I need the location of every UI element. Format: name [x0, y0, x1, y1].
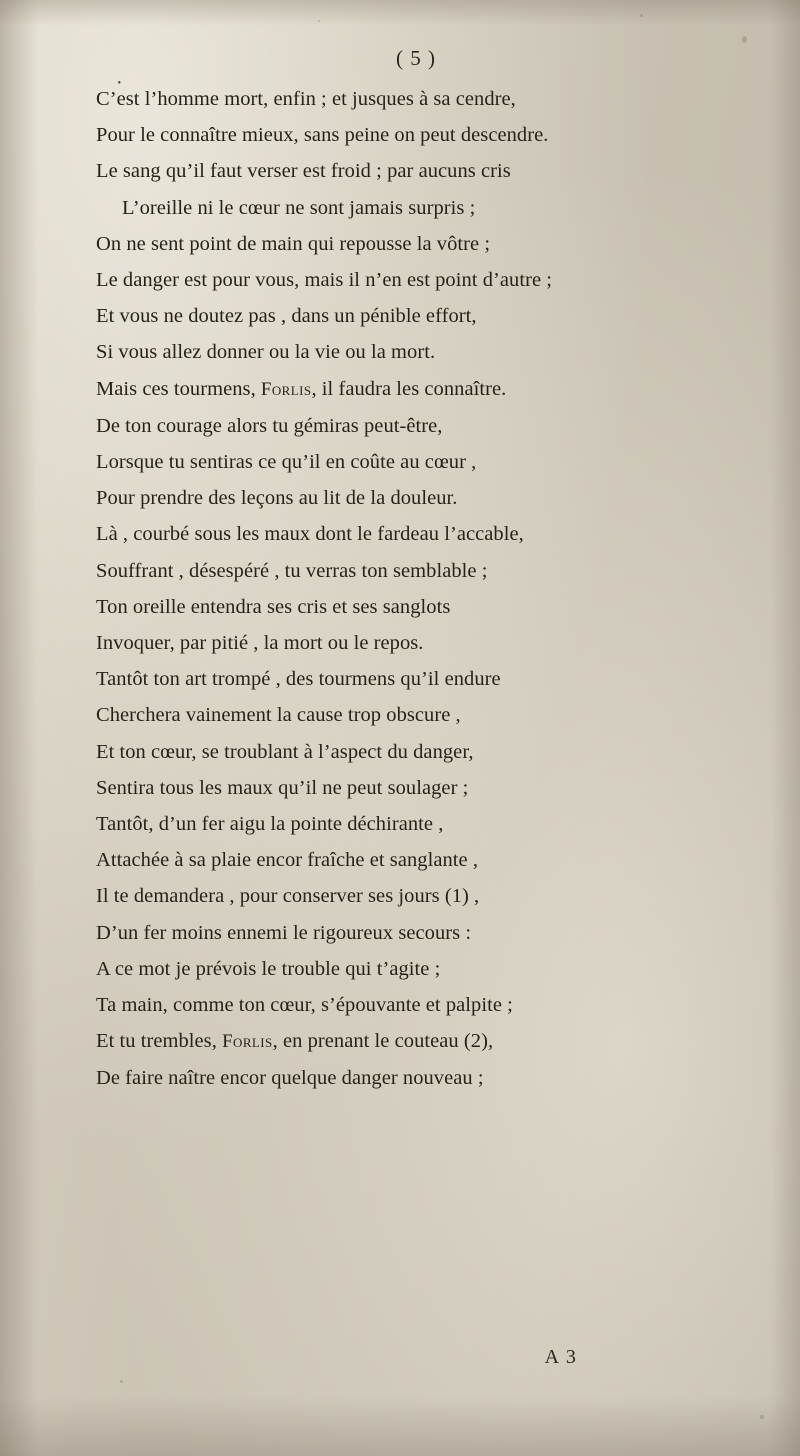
page-edge-shadow-right	[770, 0, 800, 1456]
margin-mark: ·	[116, 72, 123, 94]
verse-line: Si vous allez donner ou la vie ou la mort.	[96, 341, 436, 364]
verse-line: A ce mot je prévois le trouble qui t’agite ;	[96, 957, 441, 980]
verse-line: Cherchera vainement la cause trop obscure ,	[96, 704, 461, 727]
verse-line: Là , courbé sous les maux dont le fardeau l’accable,	[96, 523, 524, 546]
verse-line: Tantôt ton art trompé , des tourmens qu’il endure	[96, 668, 501, 691]
verse-line: Il te demandera , pour conserver ses jours (1) ,	[96, 885, 480, 908]
verse-line: Pour le connaître mieux, sans peine on peut descendre.	[96, 124, 549, 147]
page-number: ( 5 )	[396, 46, 436, 70]
verse-line: Ton oreille entendra ses cris et ses sanglots	[96, 595, 451, 618]
verse-line: Et vous ne doutez pas , dans un pénible effort,	[96, 305, 477, 328]
verse-line: Invoquer, par pitié , la mort ou le repos.	[96, 632, 424, 655]
verse-line: Le sang qu’il faut verser est froid ; par aucuns cris	[96, 160, 511, 183]
verse-line: Et ton cœur, se troublant à l’aspect du danger,	[96, 740, 474, 763]
verse-line: On ne sent point de main qui repousse la vôtre ;	[96, 232, 491, 255]
paper-speck	[742, 36, 747, 43]
page-edge-shadow-bottom	[0, 1396, 800, 1456]
verse-line: Souffrant , désespéré , tu verras ton semblable ;	[96, 559, 488, 582]
verse-line: Le danger est pour vous, mais il n’en est point d’autre ;	[96, 269, 553, 292]
page-edge-shadow-left	[0, 0, 38, 1456]
verse-line: Sentira tous les maux qu’il ne peut soulager ;	[96, 776, 469, 799]
verse-line: De ton courage alors tu gémiras peut-être,	[96, 414, 443, 437]
verse-line: D’un fer moins ennemi le rigoureux secours :	[96, 921, 472, 944]
paper-speck	[760, 1415, 764, 1419]
paper-speck	[640, 14, 643, 17]
verse-line: L’oreille ni le cœur ne sont jamais surpris ;	[122, 196, 476, 219]
verse-line: Pour prendre des leçons au lit de la douleur.	[96, 487, 458, 510]
verse-line: Mais ces tourmens, Forlis, il faudra les connaître.	[96, 377, 507, 400]
verse-line: C’est l’homme mort, enfin ; et jusques à sa cendre,	[96, 88, 516, 110]
verse-line: De faire naître encor quelque danger nouveau ;	[96, 1067, 484, 1090]
paper-speck	[120, 1380, 123, 1383]
page-edge-shadow-top	[0, 0, 800, 26]
verse-line: Attachée à sa plaie encor fraîche et sanglante ,	[96, 849, 479, 872]
verse-line: Et tu trembles, Forlis, en prenant le couteau (2),	[96, 1030, 494, 1053]
verse-line: Tantôt, d’un fer aigu la pointe déchirante ,	[96, 813, 444, 836]
page-text-block	[96, 46, 726, 1368]
verse-line: Lorsque tu sentiras ce qu’il en coûte au cœur ,	[96, 451, 477, 474]
verse-line: Ta main, comme ton cœur, s’épouvante et palpite ;	[96, 994, 513, 1017]
signature-mark: A 3	[544, 1346, 578, 1368]
paper-speck	[318, 20, 320, 22]
